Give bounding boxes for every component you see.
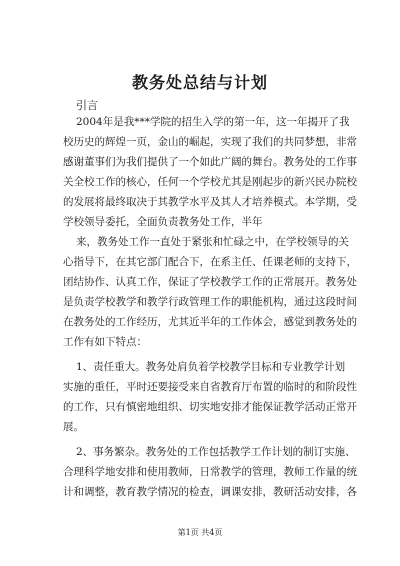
body-line: 学校领导委托，全面负责教务处工作，半年 xyxy=(63,216,263,228)
body-line: 1、责任重大。教务处肩负着学校教学目标和专业教学计划 xyxy=(76,361,346,373)
body-line: 校历史的辉煌一页，金山的崛起，实现了我们的共同梦想，非常 xyxy=(63,136,357,148)
page-footer: 第1页 共4页 xyxy=(177,528,223,537)
body-line: 实施的重任，平时还要接受来自省教育厅布置的临时的和阶段性 xyxy=(63,381,357,393)
document-title: 教务处总结与计划 xyxy=(131,73,268,92)
body-line: 合理科学地安排和使用教师，日常教学的管理，教师工作量的统 xyxy=(63,466,357,478)
body-line: 团结协作、认真工作，保证了学校教学工作的正常展开。教务处 xyxy=(63,276,357,288)
section-label: 引言 xyxy=(76,99,98,112)
body-line: 2004年是我***学院的招生入学的第一年，这一年揭开了我 xyxy=(76,116,350,128)
body-line: 在教务处的工作经历，尤其近半年的工作体会，感觉到教务处的 xyxy=(63,316,357,328)
body-line: 展。 xyxy=(63,421,84,433)
body-line: 关全校工作的核心，任何一个学校尤其是刚起步的新兴民办院校 xyxy=(63,176,357,188)
body-line: 工作有如下特点： xyxy=(63,336,147,348)
body-line: 来，教务处工作一直处于紧张和忙碌之中，在学校领导的关 xyxy=(76,236,349,248)
body-line: 计和调整，教育教学情况的检查，调课安排，教研活动安排，各 xyxy=(63,486,357,498)
body-line: 感谢董事们为我们提供了一个如此广阔的舞台。教务处的工作事 xyxy=(63,156,357,168)
body-line: 心指导下，在其它部门配合下，在系主任、任课老师的支持下， xyxy=(63,256,357,268)
body-line: 的工作，只有慎密地组织、切实地安排才能保证教学活动正常开 xyxy=(63,401,357,413)
body-line: 的发展将最终取决于其教学水平及其人才培养模式。本学期，受 xyxy=(63,196,357,208)
body-line: 2、事务繁杂。教务处的工作包括教学工作计划的制订实施、 xyxy=(76,446,356,458)
body-line: 是负责学校教学和教学行政管理工作的职能机构，通过这段时间 xyxy=(63,296,357,308)
